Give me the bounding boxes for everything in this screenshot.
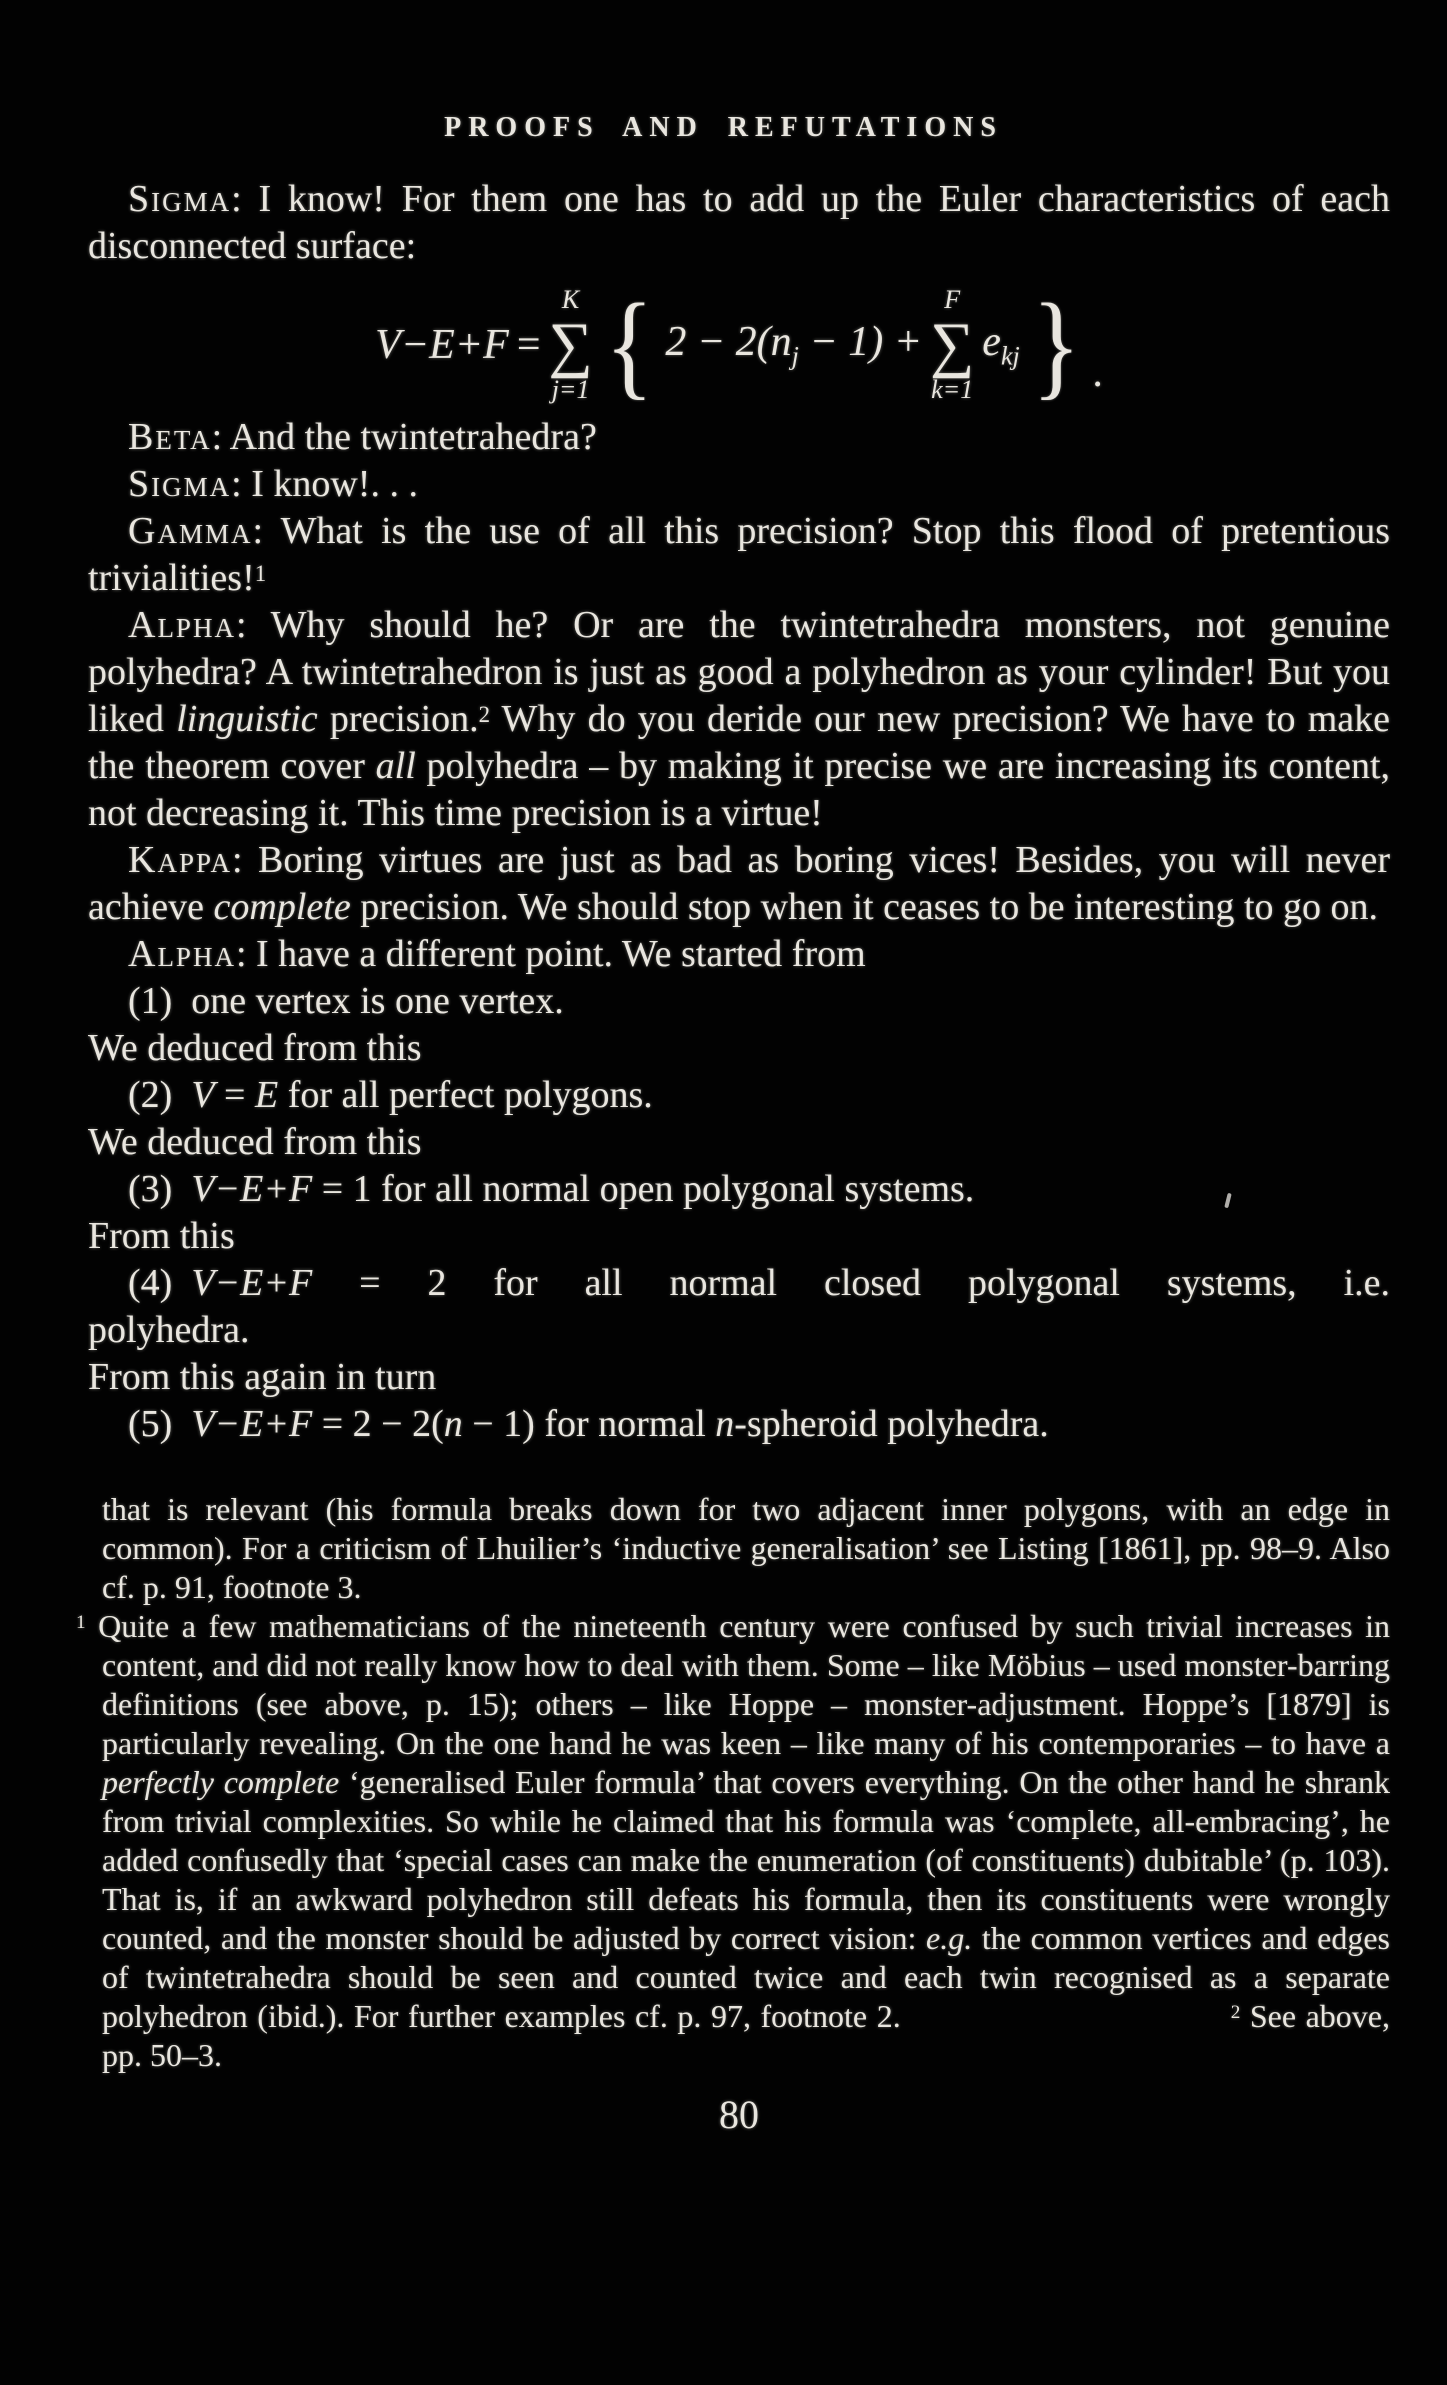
dialogue-sigma-2 bbox=[88, 461, 1390, 508]
text-segment: V−E+F bbox=[191, 1262, 313, 1304]
dialogue-alpha-2 bbox=[88, 931, 1390, 978]
text-segment: V bbox=[191, 1074, 215, 1116]
text-segment: complete bbox=[213, 886, 351, 928]
text-segment: = 2 for all normal closed polygonal systems, i.e. bbox=[312, 1262, 1390, 1304]
text-segment: all bbox=[375, 745, 416, 787]
footnote-1 bbox=[76, 1607, 1391, 2075]
text-segment: n bbox=[443, 1403, 463, 1445]
text-segment: : I have a different point. We started from bbox=[235, 933, 866, 975]
dialogue-beta bbox=[88, 414, 1390, 461]
text-segment: From this again in turn bbox=[88, 1356, 437, 1398]
dialogue-gamma bbox=[88, 508, 1390, 602]
text-segment: Sigma bbox=[128, 178, 232, 220]
text-segment: Beta bbox=[128, 416, 212, 458]
sum-upper-limit: K bbox=[561, 285, 580, 315]
text-segment: polyhedra – by making it precise we are increasing its content, not decreasing it. This time precision is a virtue! bbox=[88, 745, 1391, 834]
sum-upper-limit: F bbox=[944, 285, 961, 315]
text-segment: (3) bbox=[128, 1168, 192, 1210]
text-segment: -spheroid polyhedra. bbox=[734, 1403, 1049, 1445]
formula-period: . bbox=[1092, 350, 1103, 396]
sum-lower-limit: k=1 bbox=[931, 375, 974, 405]
text-segment: We deduced from this bbox=[88, 1027, 422, 1069]
footnote-continuation bbox=[102, 1490, 1390, 1607]
text-segment: (4) bbox=[128, 1262, 192, 1304]
text-segment: Alpha bbox=[128, 933, 236, 975]
text-segment: (2) bbox=[128, 1074, 192, 1116]
text-segment: Sigma bbox=[128, 463, 232, 505]
connector-3 bbox=[88, 1213, 1390, 1260]
connector-4 bbox=[88, 1354, 1390, 1401]
subscript-kj: kj bbox=[1000, 341, 1020, 371]
text-segment: See above, pp. 50–3. bbox=[102, 1998, 1391, 2073]
text-segment: Alpha bbox=[128, 604, 236, 646]
subscript-j: j bbox=[791, 341, 799, 371]
text-segment: : I know!. . . bbox=[231, 463, 418, 505]
euler-characteristic-formula bbox=[88, 279, 1390, 410]
text-segment: perfectly complete bbox=[102, 1764, 340, 1800]
text-segment: precision. We should stop when it ceases to be interesting to go on. bbox=[350, 886, 1379, 928]
running-head: PROOFS AND REFUTATIONS bbox=[444, 112, 1003, 143]
sigma-icon: ∑ bbox=[548, 310, 593, 379]
text-segment: Why do you deride our new precision? We have to make the theorem cover bbox=[88, 698, 1391, 787]
sum-lower-limit: j=1 bbox=[551, 375, 590, 405]
text-segment: V−E+F bbox=[191, 1403, 313, 1445]
equals-sign: = bbox=[516, 322, 541, 368]
summation-k bbox=[930, 286, 974, 403]
text-segment: : Boring virtues are just as bad as boring vices! Besides, you will never achieve bbox=[88, 839, 1390, 928]
text-segment: (1) one vertex is one vertex. bbox=[128, 980, 564, 1022]
dialogue-sigma-1 bbox=[88, 176, 1390, 270]
premise-2 bbox=[88, 1072, 1390, 1119]
text-segment: Kappa bbox=[128, 839, 232, 881]
summation-j bbox=[549, 286, 593, 403]
text-segment: = 2 − 2( bbox=[312, 1403, 444, 1445]
text-segment: We deduced from this bbox=[88, 1121, 422, 1163]
connector-2 bbox=[88, 1119, 1390, 1166]
text-column bbox=[76, 176, 1391, 2138]
text-segment: : I know! For them one has to add up the Euler characteristics of each disconnected surface: bbox=[88, 178, 1390, 267]
text-segment: Gamma bbox=[128, 510, 253, 552]
premise-1 bbox=[88, 978, 1390, 1025]
close-brace: } bbox=[1031, 279, 1081, 410]
text-segment: 1 bbox=[76, 1612, 86, 1633]
text-segment: : Why should he? Or are the twintetrahedra monsters, not genuine polyhedra? A twintetrahedron is just as good a polyhedron as your cylinder! But you liked bbox=[88, 604, 1390, 740]
text-segment: precision. bbox=[317, 698, 479, 740]
premise-4 bbox=[88, 1260, 1390, 1307]
text-segment: linguistic bbox=[176, 698, 318, 740]
text-segment: (5) bbox=[128, 1403, 192, 1445]
footnotes-section bbox=[76, 1490, 1391, 2075]
connector-1 bbox=[88, 1025, 1390, 1072]
text-segment: e.g. bbox=[926, 1920, 973, 1956]
text-segment: the common vertices and edges of twintetrahedra should be seen and counted twice and each twin recognised as a separate polyhedron (ibid.). For further examples cf. p. 97, footnote 2. bbox=[102, 1920, 1391, 2034]
premise-5 bbox=[88, 1401, 1390, 1448]
formula-lhs: V−E+F bbox=[375, 322, 509, 368]
text-segment: 1 bbox=[254, 561, 267, 586]
formula-term-e: $e_{kj}$ bbox=[982, 318, 1020, 371]
text-segment: E bbox=[254, 1074, 279, 1116]
page-number: 80 bbox=[719, 2092, 759, 2137]
text-segment: : What is the use of all this precision? Stop this flood of pretentious trivialities! bbox=[88, 510, 1390, 599]
text-segment: for all perfect polygons. bbox=[278, 1074, 653, 1116]
premise-3 bbox=[88, 1166, 1390, 1213]
text-segment: From this bbox=[88, 1215, 235, 1257]
text-segment: n bbox=[715, 1403, 735, 1445]
formula-term-1: $2 - 2(n_j - 1)$ + bbox=[665, 318, 923, 371]
open-brace: { bbox=[604, 279, 654, 410]
text-segment: ‘generalised Euler formula’ that covers everything. On the other hand he shrank from trivial complexities. So while he claimed that his formula was ‘complete, all-embracing’, he added confusedly that ‘special cases can make the enumeration (of constituents) dubitable’ (p. 103). That is, if an awkward polyhedron still defeats his formula, then its constituents were wrongly counted, and the monster should be adjusted by correct vision: bbox=[102, 1764, 1391, 1956]
premise-4-runover bbox=[88, 1307, 1390, 1354]
text-segment: V−E+F bbox=[191, 1168, 313, 1210]
text-segment: = bbox=[214, 1074, 255, 1116]
text-segment: = 1 for all normal open polygonal systems. bbox=[312, 1168, 975, 1210]
text-segment: − 1) for normal bbox=[462, 1403, 716, 1445]
text-segment: that is relevant (his formula breaks down for two adjacent inner polygons, with an edge in common). For a criticism of Lhuilier’s ‘inductive generalisation’ see Listing [1861], pp. 98–9. Also cf. p. 91, footnote 3. bbox=[102, 1491, 1390, 1605]
dialogue-alpha-1 bbox=[88, 602, 1390, 837]
text-segment: 2 bbox=[478, 702, 491, 727]
text-segment: polyhedra. bbox=[88, 1309, 250, 1351]
text-segment: : And the twintetrahedra? bbox=[211, 416, 597, 458]
sigma-icon: ∑ bbox=[930, 310, 975, 379]
text-segment: Quite a few mathematicians of the nineteenth century were confused by such trivial increases in content, and did not really know how to deal with them. Some – like Möbius – used monster-barring definitions (see above, p. 15); others – like Hoppe – monster-adjustment. Hoppe’s [1879] is particularly revealing. On the one hand he was keen – like many of his contemporaries – to have a bbox=[85, 1608, 1390, 1761]
footnote-1-text bbox=[76, 1608, 1390, 2034]
text-segment: 2 bbox=[1230, 2002, 1241, 2023]
dialogue-kappa bbox=[88, 837, 1390, 931]
